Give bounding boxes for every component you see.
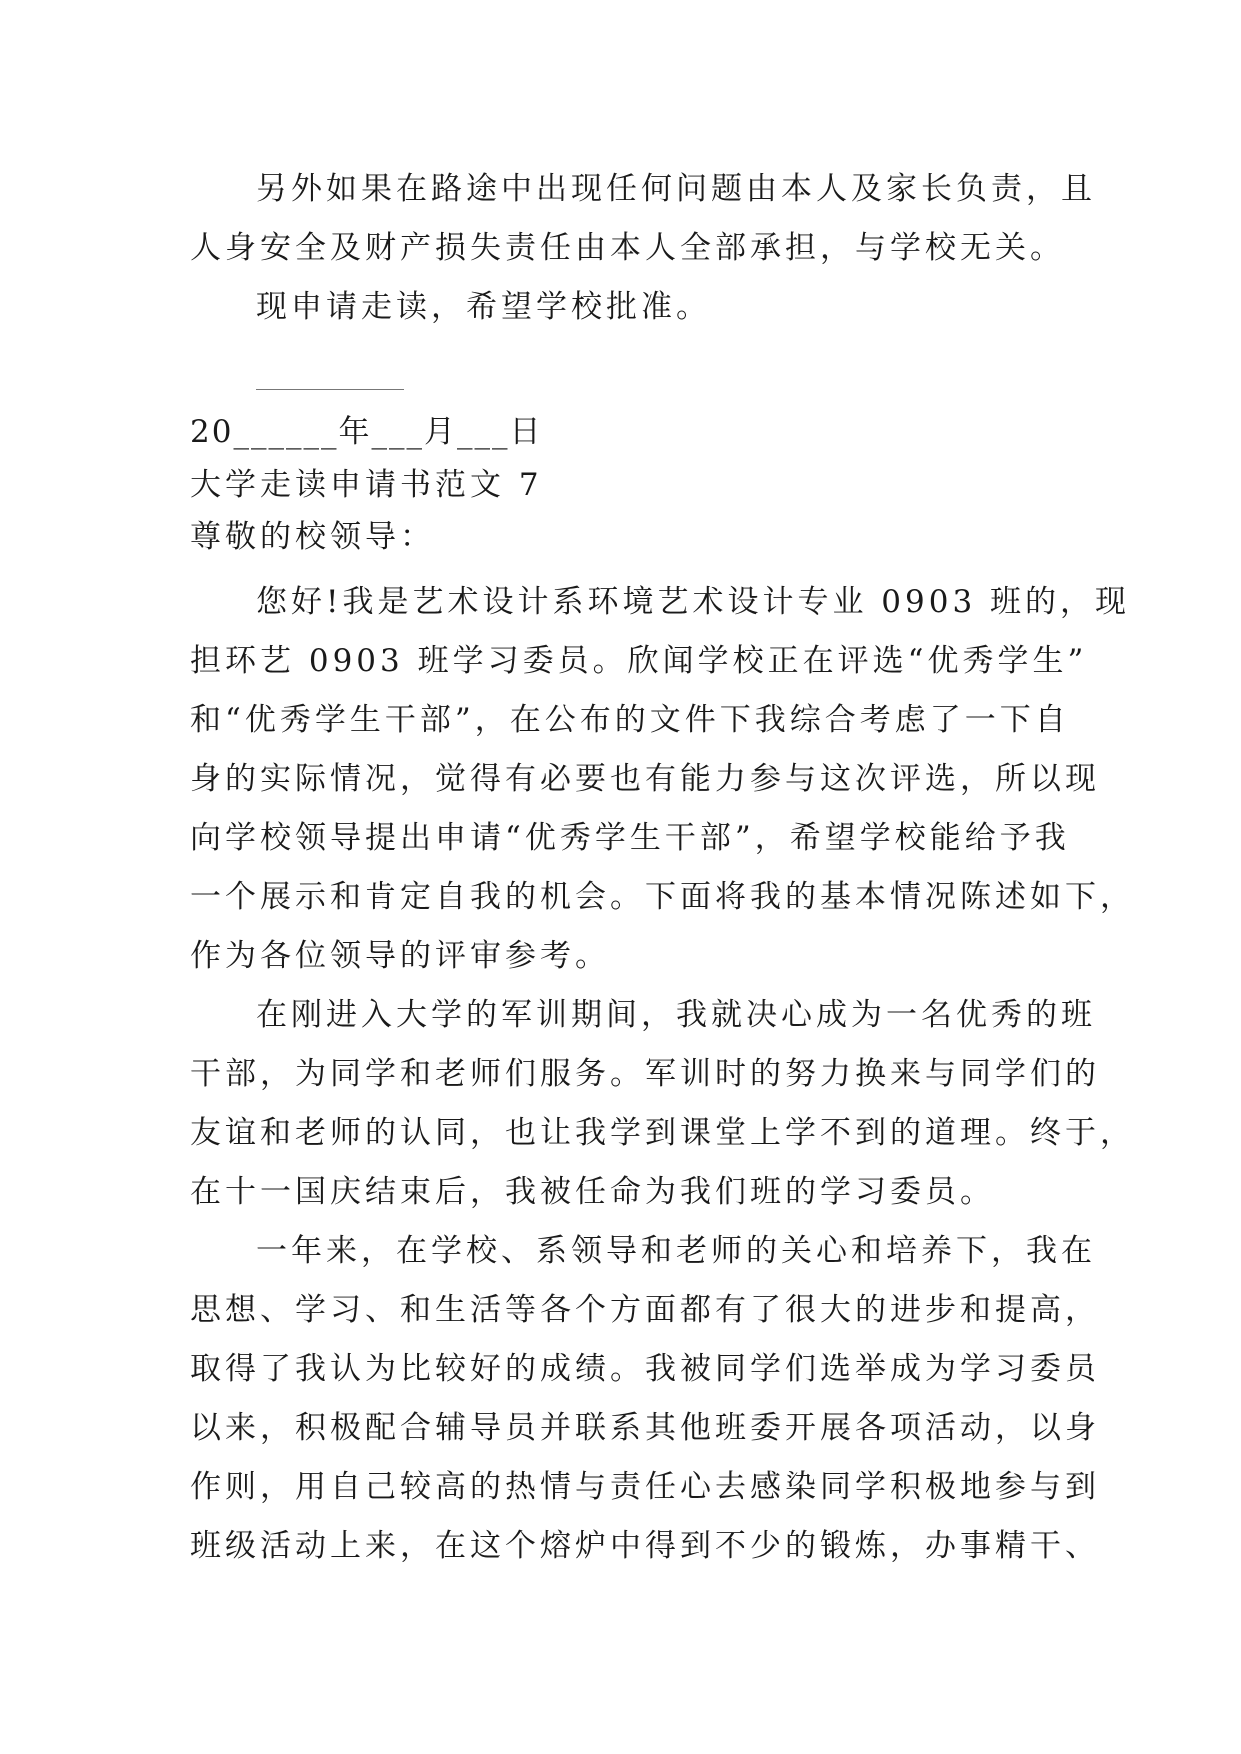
intro-line: 人身安全及财产损失责任由本人全部承担，与学校无关。 [190,230,1065,266]
intro-line: 现申请走读，希望学校批准。 [256,289,711,325]
signature-blank [190,337,1060,409]
document-title: 大学走读申请书范文 7 [190,467,543,503]
paragraph-2 [190,986,1135,1222]
paragraph-line: 作为各位领导的评审参考。 [190,938,610,974]
paragraph-1 [190,573,1135,986]
paragraph-line: 一年来，在学校、系领导和老师的关心和培养下，我在 [256,1233,1096,1269]
paragraph-line: 作则，用自己较高的热情与责任心去感染同学积极地参与到 [190,1469,1100,1505]
paragraph-line: 干部，为同学和老师们服务。军训时的努力换来与同学们的 [190,1056,1100,1092]
paragraph-line: 班级活动上来，在这个熔炉中得到不少的锻炼，办事精干、 [190,1528,1100,1564]
paragraph-line: 身的实际情况，觉得有必要也有能力参与这次评选，所以现 [190,761,1100,797]
paragraph-line: 您好!我是艺术设计系环境艺术设计专业 0903 班的，现 [256,584,1131,620]
paragraph-line: 一个展示和肯定自我的机会。下面将我的基本情况陈述如下， [190,879,1135,915]
paragraph-line: 在刚进入大学的军训期间，我就决心成为一名优秀的班 [256,997,1096,1033]
paragraph-line: 友谊和老师的认同，也让我学到课堂上学不到的道理。终于， [190,1115,1135,1151]
paragraph-3 [190,1222,1100,1576]
document-body [190,160,1135,1576]
salutation: 尊敬的校领导： [190,519,435,555]
paragraph-line: 思想、学习、和生活等各个方面都有了很大的进步和提高， [190,1292,1100,1328]
paragraph-line: 向学校领导提出申请“优秀学生干部”，希望学校能给予我 [190,820,1070,856]
date-line: 20______年___月___日 [190,414,543,450]
paragraph-line: 担环艺 0903 班学习委员。欣闻学校正在评选“优秀学生” [190,643,1088,679]
paragraph-line: 在十一国庆结束后，我被任命为我们班的学习委员。 [190,1174,995,1210]
paragraph-line: 和“优秀学生干部”，在公布的文件下我综合考虑了一下自 [190,702,1070,738]
paragraph-line: 取得了我认为比较好的成绩。我被同学们选举成为学习委员 [190,1351,1100,1387]
signature-rule [256,389,404,390]
intro-line: 另外如果在路途中出现任何问题由本人及家长负责，且 [256,171,1096,207]
paragraph-line: 以来，积极配合辅导员并联系其他班委开展各项活动，以身 [190,1410,1100,1446]
